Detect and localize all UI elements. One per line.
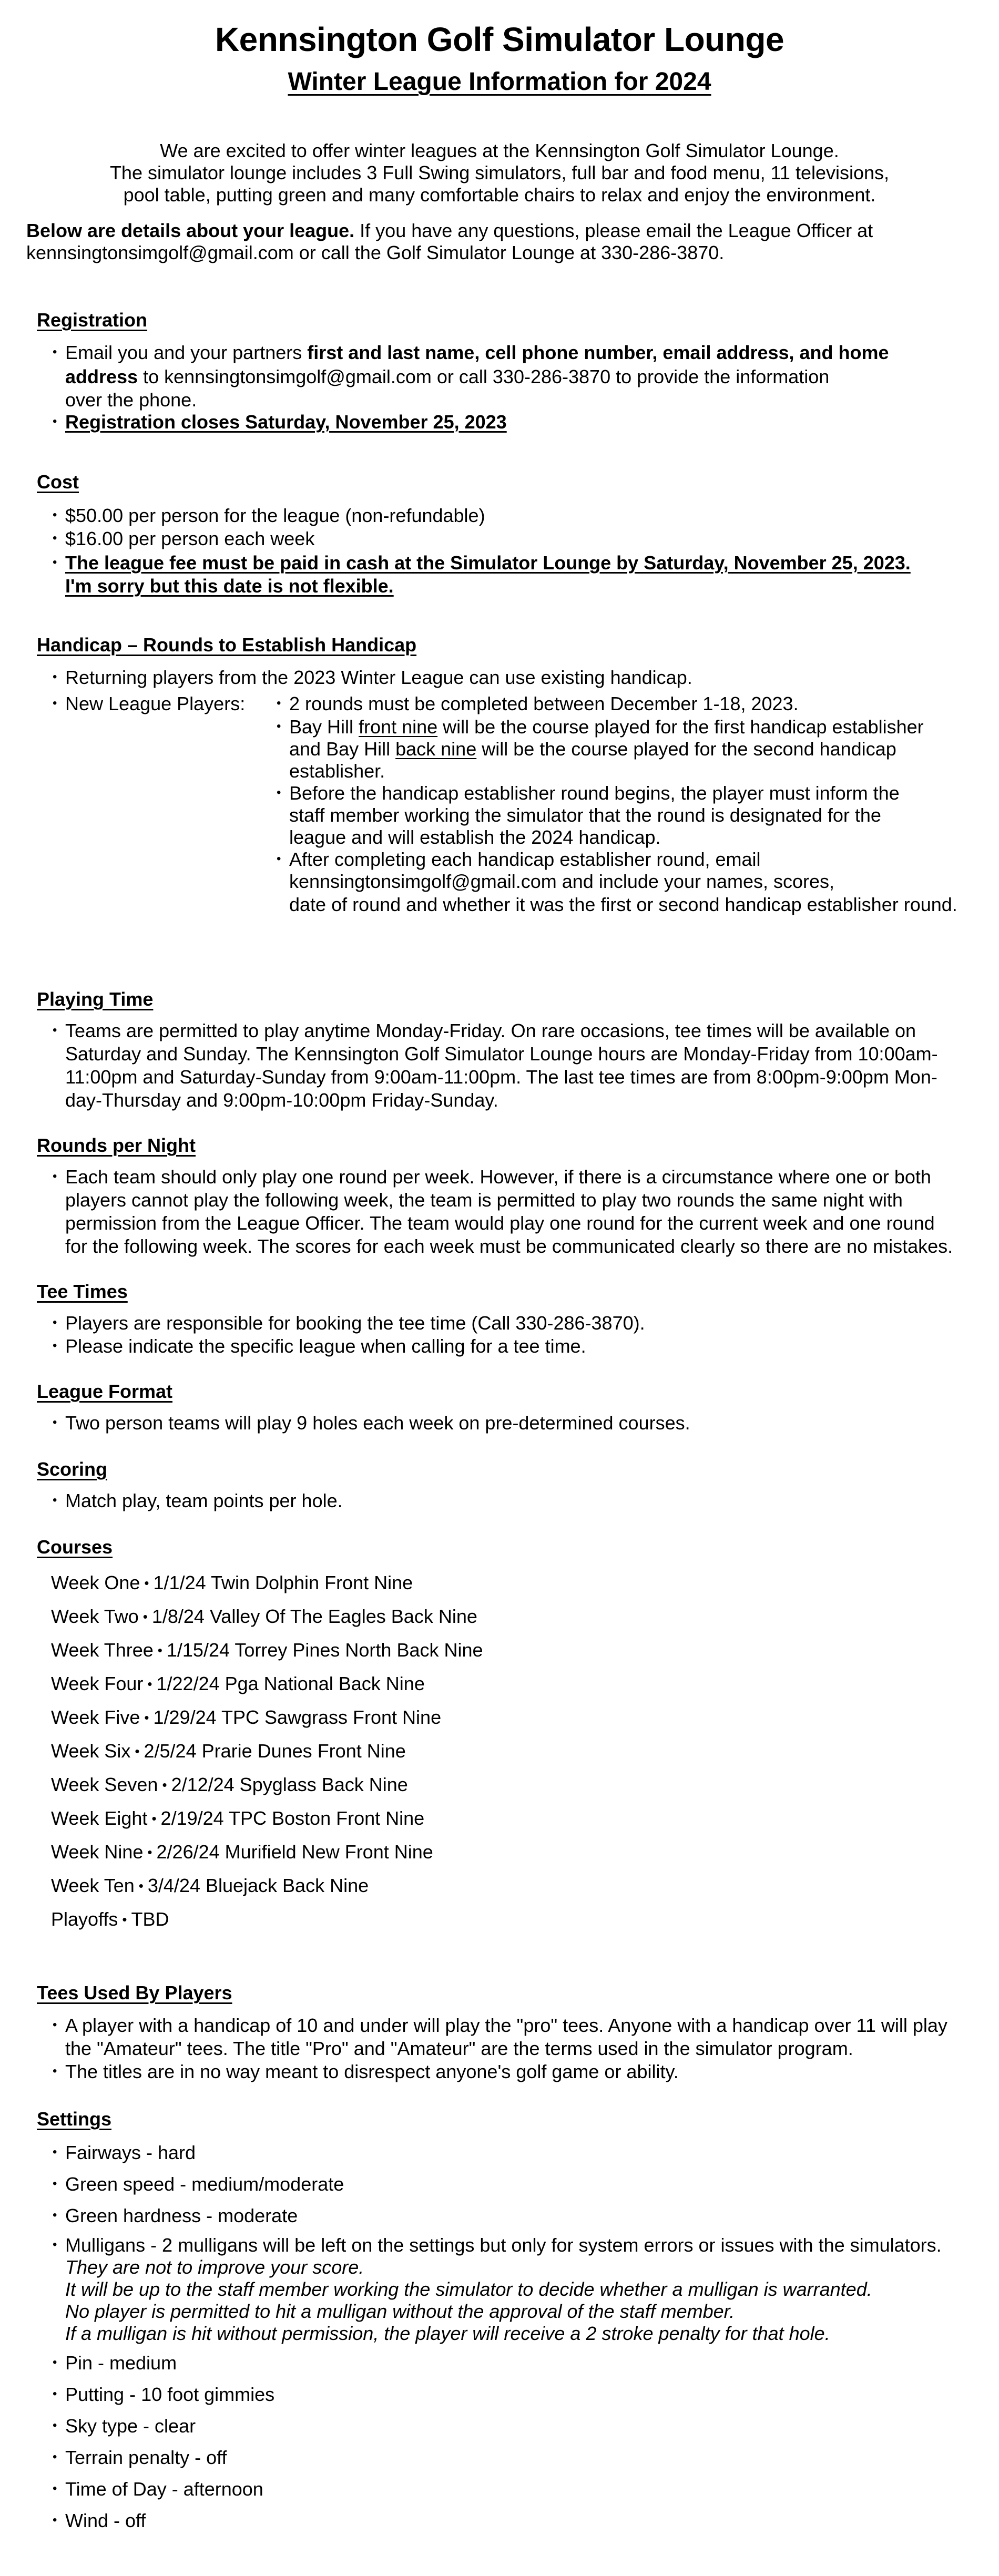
course-row: [51, 1706, 441, 1729]
bullet-icon: •: [53, 1169, 57, 1184]
course-detail: TBD: [131, 1908, 169, 1930]
section-heading-tees-used: Tees Used By Players: [37, 1982, 232, 2003]
section-heading-league-format: League Format: [37, 1381, 173, 1402]
setting-putting: [53, 2384, 274, 2406]
cost-item: [53, 552, 911, 574]
text: Terrain penalty - off: [65, 2447, 227, 2468]
bullet-separator-icon: •: [144, 1575, 149, 1591]
course-detail: 2/26/24 Murifield New Front Nine: [156, 1841, 433, 1863]
course-row: [51, 1740, 406, 1762]
intro-line: pool table, putting green and many comfortable chairs to relax and enjoy the environment.: [123, 184, 876, 206]
setting-terrain: [53, 2447, 227, 2469]
page-title: Kennsington Golf Simulator Lounge: [215, 21, 784, 58]
course-detail: 1/22/24 Pga National Back Nine: [156, 1673, 425, 1694]
cost-item-cont: [65, 575, 394, 597]
subtitle-text: Winter League Information for 2024: [288, 68, 711, 96]
bullet-icon: •: [53, 1415, 57, 1430]
text-underline: back nine: [395, 738, 477, 760]
text: After completing each handicap establisher round, email: [289, 849, 761, 870]
text: will be the course played for the first handicap establisher: [437, 716, 924, 738]
scoring-item: [53, 1490, 343, 1512]
course-detail: 2/19/24 TPC Boston Front Nine: [160, 1807, 425, 1829]
bullet-icon: •: [53, 696, 57, 711]
bullet-icon: •: [277, 852, 281, 866]
registration-deadline: [53, 411, 507, 433]
bullet-icon: •: [53, 2145, 57, 2160]
bullet-icon: •: [53, 2355, 57, 2370]
cost-item: [53, 528, 314, 550]
handicap-new-item: [277, 716, 924, 738]
bullet-icon: •: [53, 2450, 57, 2465]
details-line: [26, 220, 873, 242]
bullet-icon: •: [53, 2018, 57, 2032]
details-rest: If you have any questions, please email the League Officer at: [354, 220, 873, 241]
tees-used-item: [53, 2015, 947, 2037]
text: Two person teams will play 9 holes each week on pre-determined courses.: [65, 1412, 690, 1434]
tee-times-item: [53, 1312, 645, 1334]
course-detail: 1/15/24 Torrey Pines North Back Nine: [166, 1639, 483, 1661]
course-detail: 2/5/24 Prarie Dunes Front Nine: [144, 1740, 406, 1762]
setting-sky: [53, 2415, 196, 2437]
section-heading-scoring: Scoring: [37, 1458, 108, 1480]
text-bold: first and last name, cell phone number, email address, and home: [307, 342, 889, 363]
handicap-returning: [53, 667, 692, 689]
bullet-icon: •: [53, 2237, 57, 2252]
text: Wind - off: [65, 2510, 146, 2531]
cost-item: [53, 505, 485, 527]
handicap-new-item-cont: [289, 738, 896, 760]
tee-times-item: [53, 1335, 586, 1357]
bullet-icon: •: [53, 2481, 57, 2496]
section-heading-cost: Cost: [37, 471, 79, 493]
rounds-cont: permission from the League Officer. The team would play one round for the current week and one round: [65, 1212, 935, 1234]
bullet-icon: •: [277, 785, 281, 800]
details-contact: kennsingtonsimgolf@gmail.com or call the Golf Simulator Lounge at 330-286-3870.: [26, 242, 725, 263]
bullet-separator-icon: •: [135, 1743, 140, 1759]
bullet-icon: •: [53, 1493, 57, 1508]
setting-green-speed: [53, 2173, 344, 2195]
course-week: Week Eight: [51, 1807, 148, 1829]
course-week: Week Four: [51, 1673, 144, 1694]
section-heading-playing-time: Playing Time: [37, 988, 154, 1010]
course-row: [51, 1908, 169, 1930]
bullet-icon: •: [53, 1315, 57, 1330]
handicap-new-item: [277, 782, 900, 804]
text: Pin - medium: [65, 2352, 177, 2374]
course-detail: 3/4/24 Bluejack Back Nine: [147, 1875, 369, 1896]
course-week: Playoffs: [51, 1908, 118, 1930]
text: Email you and your partners: [65, 342, 308, 363]
text: Teams are permitted to play anytime Monday-Friday. On rare occasions, tee times will be available on: [65, 1020, 916, 1041]
course-row: [51, 1639, 483, 1661]
playing-time-cont: 11:00pm and Saturday-Sunday from 9:00am-11:00pm. The last tee times are from 8:00pm-9:00pm Mon-: [65, 1066, 937, 1088]
text: Players are responsible for booking the tee time (Call 330-286-3870).: [65, 1312, 645, 1334]
course-detail: 1/8/24 Valley Of The Eagles Back Nine: [151, 1606, 477, 1627]
mulligan-note: No player is permitted to hit a mulligan without the approval of the staff member.: [65, 2301, 735, 2322]
bullet-icon: •: [277, 696, 281, 711]
course-row: [51, 1673, 425, 1695]
bullet-icon: •: [53, 531, 57, 546]
bullet-icon: •: [53, 1338, 57, 1353]
bullet-separator-icon: •: [151, 1811, 157, 1826]
text-bold-underline: Registration closes Saturday, November 25, 2023: [65, 411, 507, 433]
mulligan-note: They are not to improve your score.: [65, 2256, 364, 2278]
setting-green-hardness: [53, 2205, 298, 2227]
text: The titles are in no way meant to disrespect anyone's golf game or ability.: [65, 2061, 679, 2082]
page-subtitle: [0, 67, 999, 96]
section-heading-settings: Settings: [37, 2108, 112, 2130]
details-bold: Below are details about your league.: [26, 220, 355, 241]
bullet-icon: •: [53, 2418, 57, 2433]
setting-time-of-day: [53, 2478, 263, 2500]
text: and Bay Hill: [289, 738, 396, 760]
course-week: Week One: [51, 1572, 140, 1593]
section-heading-rounds-per-night: Rounds per Night: [37, 1134, 196, 1156]
rounds-cont: for the following week. The scores for each week must be communicated clearly so there are no mistakes.: [65, 1235, 953, 1257]
course-detail: 1/29/24 TPC Sawgrass Front Nine: [153, 1706, 442, 1728]
course-week: Week Six: [51, 1740, 131, 1762]
league-format-item: [53, 1412, 690, 1434]
registration-item-cont: over the phone.: [65, 389, 197, 411]
tees-used-cont: the "Amateur" tees. The title "Pro" and "Amateur" are the terms used in the simulator program.: [65, 2038, 853, 2059]
text: Mulligans - 2 mulligans will be left on the settings but only for system errors or issues with the simulators.: [65, 2234, 942, 2256]
text: Returning players from the 2023 Winter League can use existing handicap.: [65, 667, 692, 688]
section-heading-registration: Registration: [37, 309, 148, 331]
playing-time-cont: day-Thursday and 9:00pm-10:00pm Friday-Sunday.: [65, 1089, 498, 1111]
section-heading-tee-times: Tee Times: [37, 1281, 128, 1302]
bullet-separator-icon: •: [138, 1878, 144, 1894]
rounds-item: [53, 1166, 931, 1188]
course-week: Week Two: [51, 1606, 139, 1627]
bullet-separator-icon: •: [147, 1844, 152, 1860]
mulligan-note: If a mulligan is hit without permission, the player will receive a 2 stroke penalty for that hole.: [65, 2323, 830, 2344]
course-week: Week Five: [51, 1706, 140, 1728]
text: Putting - 10 foot gimmies: [65, 2384, 275, 2405]
text: Time of Day - afternoon: [65, 2478, 263, 2500]
course-detail: 2/12/24 Spyglass Back Nine: [171, 1774, 408, 1795]
bullet-icon: •: [53, 508, 57, 523]
registration-item-cont: [65, 366, 829, 388]
text: Match play, team points per hole.: [65, 1490, 343, 1511]
course-week: Week Three: [51, 1639, 154, 1661]
course-week: Week Seven: [51, 1774, 158, 1795]
setting-fairways: [53, 2142, 196, 2164]
rounds-cont: players cannot play the following week, the team is permitted to play two rounds the same night with: [65, 1189, 903, 1211]
text: Before the handicap establisher round begins, the player must inform the: [289, 782, 900, 804]
text: Green speed - medium/moderate: [65, 2173, 344, 2195]
handicap-new-label: [53, 693, 245, 715]
text: Each team should only play one round per week. However, if there is a circumstance where one or both: [65, 1166, 931, 1188]
intro-line: The simulator lounge includes 3 Full Swing simulators, full bar and food menu, 11 televisions,: [109, 162, 890, 183]
bullet-icon: •: [53, 670, 57, 684]
setting-pin: [53, 2352, 177, 2374]
text: will be the course played for the second handicap: [476, 738, 896, 760]
bullet-icon: •: [53, 2176, 57, 2191]
bullet-separator-icon: •: [147, 1676, 152, 1692]
text: Fairways - hard: [65, 2142, 196, 2163]
text: $16.00 per person each week: [65, 528, 315, 549]
bullet-icon: •: [53, 414, 57, 429]
bullet-icon: •: [53, 2064, 57, 2079]
text: Green hardness - moderate: [65, 2205, 298, 2226]
course-row: [51, 1807, 424, 1829]
setting-mulligans: [53, 2234, 942, 2256]
text: New League Players:: [65, 693, 246, 714]
course-row: [51, 1875, 369, 1897]
handicap-new-item-cont: kennsingtonsimgolf@gmail.com and include your names, scores,: [289, 871, 835, 892]
bullet-icon: •: [53, 555, 57, 570]
handicap-new-item-cont: date of round and whether it was the first or second handicap establisher round.: [289, 894, 957, 915]
handicap-new-item-cont: establisher.: [289, 760, 385, 782]
text-bold-underline: I'm sorry but this date is not flexible.: [65, 575, 394, 597]
course-week: Week Ten: [51, 1875, 135, 1896]
section-heading-courses: Courses: [37, 1536, 113, 1558]
bullet-icon: •: [53, 2513, 57, 2528]
course-week: Week Nine: [51, 1841, 144, 1863]
registration-item: [53, 342, 889, 364]
text: Please indicate the specific league when calling for a tee time.: [65, 1335, 586, 1357]
course-detail: 1/1/24 Twin Dolphin Front Nine: [153, 1572, 413, 1593]
course-row: [51, 1841, 433, 1863]
bullet-separator-icon: •: [142, 1609, 148, 1624]
course-row: [51, 1774, 408, 1796]
text-bold: address: [65, 366, 138, 387]
bullet-icon: •: [53, 1023, 57, 1038]
handicap-new-item-cont: staff member working the simulator that the round is designated for the: [289, 804, 881, 826]
playing-time-cont: Saturday and Sunday. The Kennsington Golf Simulator Lounge hours are Monday-Friday from 10:00am-: [65, 1043, 938, 1065]
bullet-icon: •: [277, 719, 281, 734]
text-underline: front nine: [359, 716, 438, 738]
text: 2 rounds must be completed between December 1-18, 2023.: [289, 693, 799, 714]
bullet-separator-icon: •: [122, 1911, 127, 1927]
handicap-new-item: [277, 693, 799, 715]
bullet-icon: •: [53, 2208, 57, 2223]
text: to kennsingtonsimgolf@gmail.com or call 330-286-3870 to provide the information: [138, 366, 830, 387]
bullet-separator-icon: •: [157, 1642, 162, 1658]
section-heading-handicap: Handicap – Rounds to Establish Handicap: [37, 634, 417, 656]
text: Sky type - clear: [65, 2415, 196, 2437]
mulligan-note: It will be up to the staff member working the simulator to decide whether a mulligan is warranted.: [65, 2278, 872, 2300]
text: $50.00 per person for the league (non-refundable): [65, 505, 485, 526]
text: Bay Hill: [289, 716, 359, 738]
bullet-separator-icon: •: [144, 1710, 149, 1725]
handicap-new-item: [277, 849, 761, 871]
playing-time-item: [53, 1020, 916, 1042]
tees-used-item: [53, 2061, 679, 2083]
text: A player with a handicap of 10 and under will play the "pro" tees. Anyone with a handicap over 11 will play: [65, 2015, 947, 2036]
bullet-icon: •: [53, 345, 57, 360]
handicap-new-item-cont: league and will establish the 2024 handicap.: [289, 826, 661, 848]
course-row: [51, 1572, 413, 1594]
setting-wind: [53, 2510, 146, 2532]
intro-line: We are excited to offer winter leagues at the Kennsington Golf Simulator Lounge.: [160, 140, 839, 161]
bullet-separator-icon: •: [162, 1777, 167, 1793]
text-bold-underline: The league fee must be paid in cash at the Simulator Lounge by Saturday, November 25, 2023.: [65, 552, 911, 574]
course-row: [51, 1606, 477, 1628]
bullet-icon: •: [53, 2387, 57, 2401]
